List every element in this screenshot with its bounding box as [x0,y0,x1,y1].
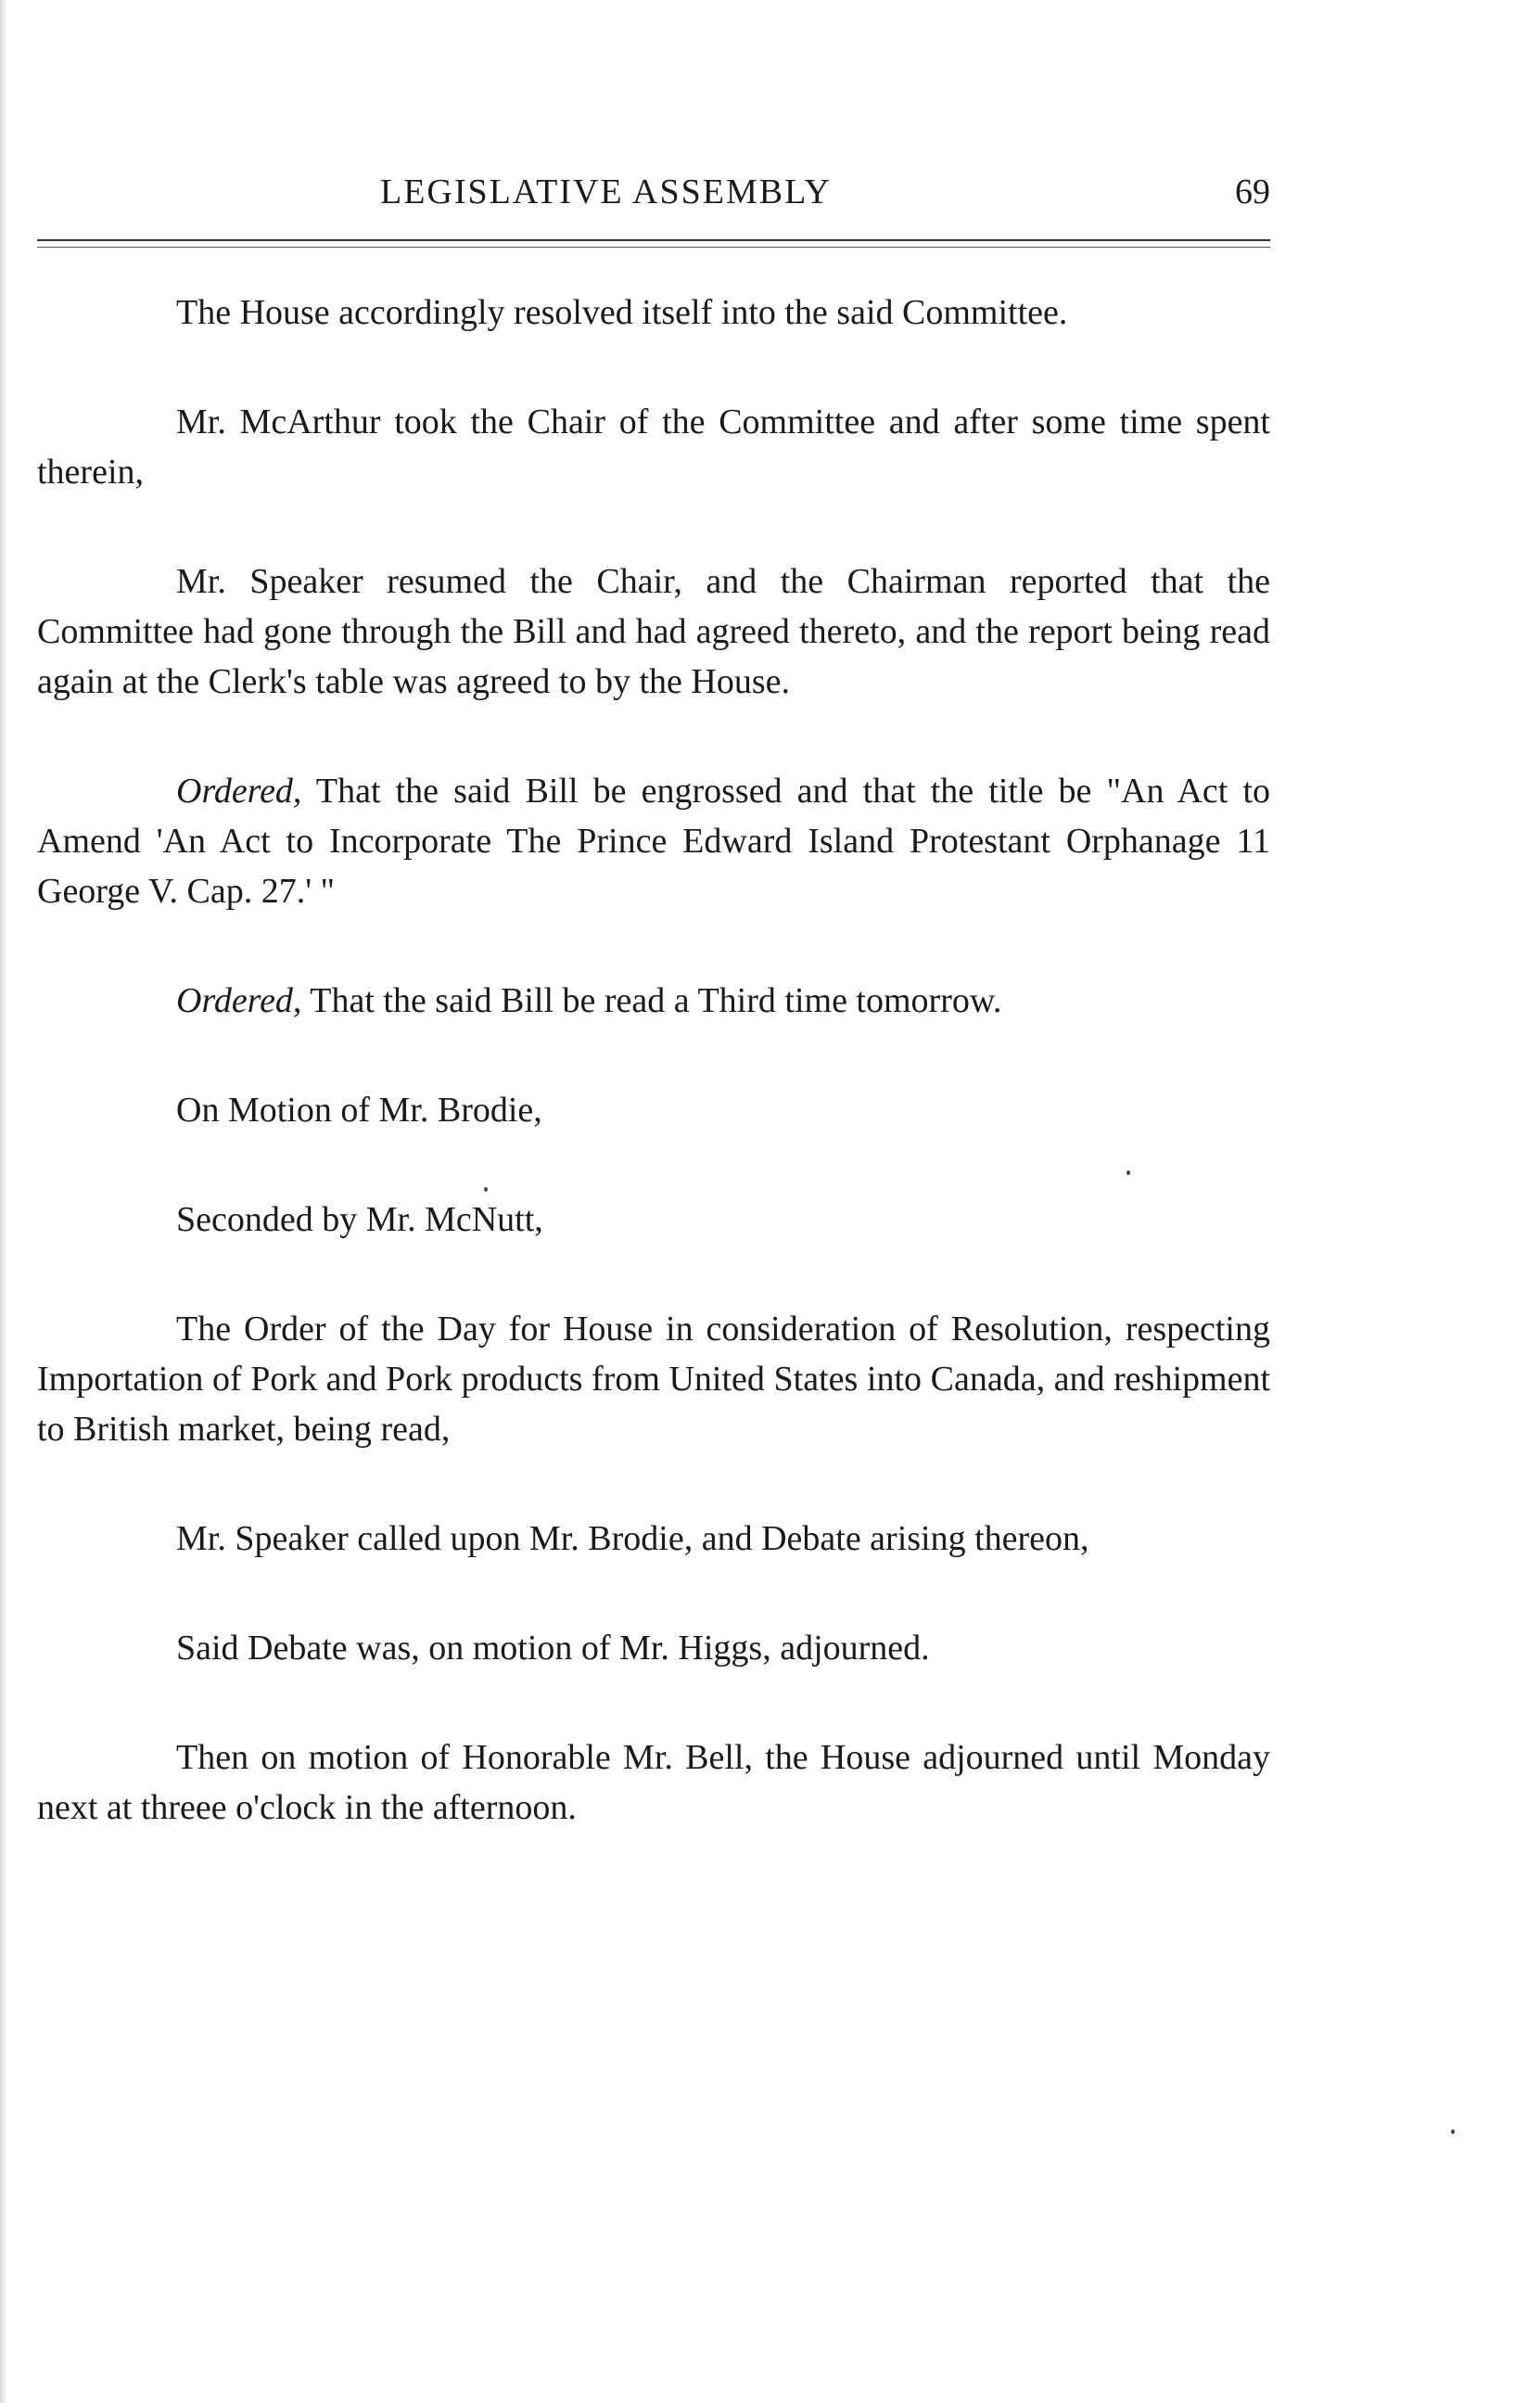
running-head [37,172,1270,227]
scan-speck [484,1187,488,1192]
ordered-label: Ordered, [176,772,302,811]
paragraph-text: The Order of the Day for House in consideration of Resolution, respecting Importation of Pork and Pork products from United States into Canada, and reshipment to British market, being read, [37,1310,1270,1449]
paragraph [37,288,1270,338]
paragraph [37,1195,1270,1245]
paragraph-text: Said Debate was, on motion of Mr. Higgs, adjourned. [176,1629,930,1668]
ordered-label: Ordered, [176,981,302,1020]
paragraph [37,1623,1270,1673]
paragraph [37,1085,1270,1135]
paragraph-text: Seconded by Mr. McNutt, [176,1200,543,1239]
paragraph [37,397,1270,497]
paragraph [37,556,1270,707]
paragraph-text: Mr. McArthur took the Chair of the Committee and after some time spent therein, [37,403,1270,492]
paragraph-text: On Motion of Mr. Brodie, [176,1091,542,1130]
paragraph-text: That the said Bill be read a Third time tomorrow. [301,981,1002,1020]
paragraph-text: That the said Bill be engrossed and that the title be "An Act to Amend 'An Act to Incorporate The Prince Edward Island Protestant Orphanage 11 George V. Cap. 27.' " [37,772,1270,911]
paragraph-text: The House accordingly resolved itself into the said Committee. [176,293,1068,332]
scan-speck [1451,2129,1455,2134]
header-rule-thin [37,247,1270,248]
body-text [37,288,1270,1833]
page-number: 69 [1235,173,1270,211]
paragraph [37,1514,1270,1564]
paragraph [37,766,1270,916]
paragraph-text: Then on motion of Honorable Mr. Bell, the House adjourned until Monday next at threee o'clock in the afternoon. [37,1738,1270,1827]
paragraph [37,976,1270,1026]
paragraph [37,1304,1270,1454]
paragraph [37,1732,1270,1833]
header-rule [37,239,1270,241]
scan-speck [1126,1170,1130,1175]
paragraph-text: Mr. Speaker resumed the Chair, and the Chairman reported that the Committee had gone through the Bill and had agreed thereto, and the report being read again at the Clerk's table was agreed to by the House. [37,562,1270,701]
paragraph-text: Mr. Speaker called upon Mr. Brodie, and Debate arising thereon, [176,1519,1089,1558]
scan-edge [0,0,7,2403]
running-title: LEGISLATIVE ASSEMBLY [380,173,832,211]
